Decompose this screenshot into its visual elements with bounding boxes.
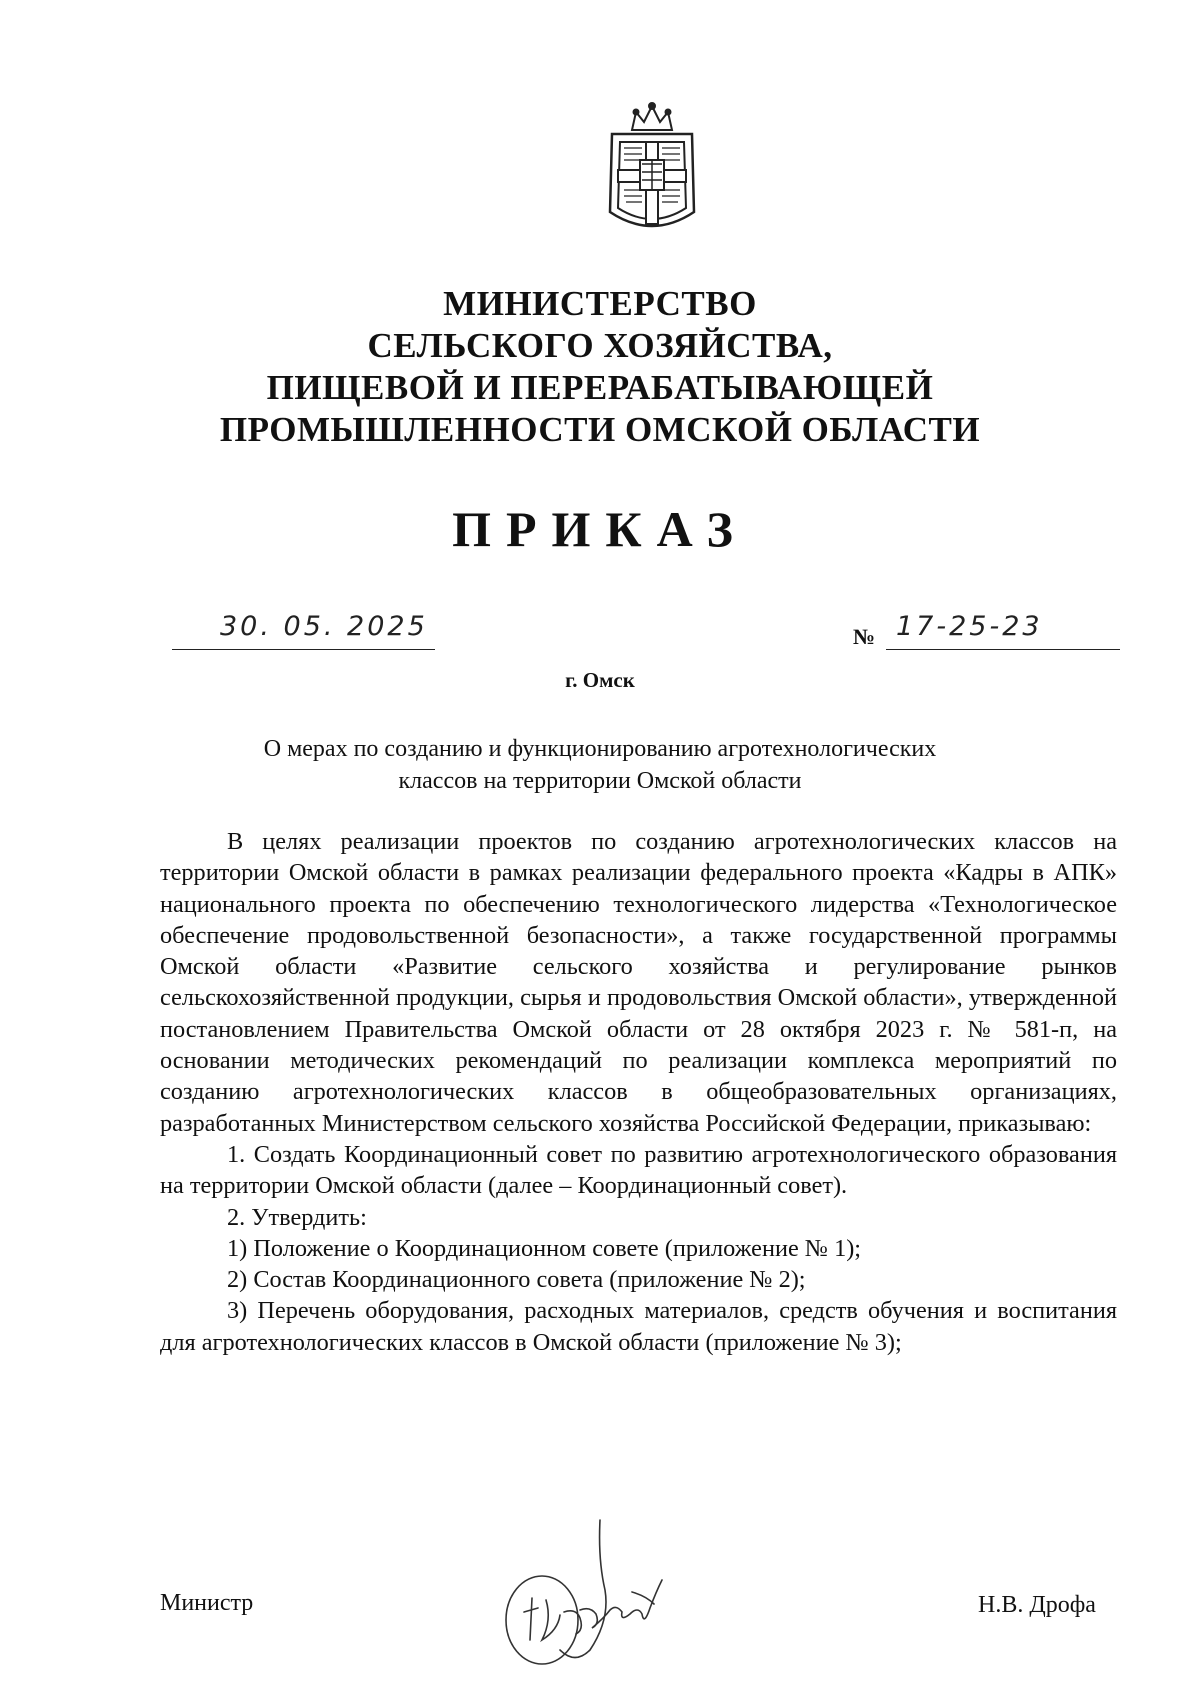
clause-2: 2. Утвердить: — [227, 1203, 367, 1231]
clause-2-sub-2: 2) Состав Координационного совета (приложение № 2); — [227, 1266, 806, 1294]
clause-1: 1. Создать Координационный совет по развитию агротехнологического образования на территории Омской области (далее – Координационный совет). — [160, 1140, 1117, 1200]
clause-2-sub-1: 1) Положение о Координационном совете (приложение № 1); — [227, 1234, 862, 1262]
date-value: 30. 05. 2025 — [220, 611, 428, 642]
date-field — [172, 613, 435, 650]
preamble-paragraph: В целях реализации проектов по созданию агротехнологических классов на территории Омской области в рамках реализации федерального проекта «Кадры в АПК» национального проекта по обеспечению технологического лидерства «Технологическое обеспечение продовольственной безопасности», а также государственной программы Омской области «Развитие сельского хозяйства и регулирование рынков сельскохозяйственной продукции, сырья и продовольствия Омской области», утвержденной постановлением Правительства Омской области от 28 октября 2023 г. № 581-п, на основании методических рекомендаций по реализации комплекса мероприятий по созданию агротехнологических классов в общеобразовательных организациях, разработанных Министерством сельского хозяйства Российской Федерации, приказываю: — [160, 828, 1117, 1137]
document-type-heading: ПРИКАЗ — [452, 501, 748, 557]
handwritten-signature-icon — [480, 1500, 710, 1670]
subject-line-1: О мерах по созданию и функционированию агротехнологических — [263, 736, 937, 762]
order-body — [160, 826, 1117, 1358]
number-value: 17-25-23 — [896, 611, 1043, 642]
signer-name: Н.В. Дрофа — [978, 1592, 1096, 1618]
number-field — [886, 613, 1120, 650]
order-subject — [0, 733, 1200, 797]
ministry-title-line-3: ПИЩЕВОЙ И ПЕРЕРАБАТЫВАЮЩЕЙ — [266, 368, 934, 407]
number-prefix: № — [853, 624, 876, 649]
city-label: г. Омск — [565, 668, 635, 692]
ministry-title-line-1: МИНИСТЕРСТВО — [443, 284, 757, 323]
ministry-title-line-4: ПРОМЫШЛЕННОСТИ ОМСКОЙ ОБЛАСТИ — [219, 410, 981, 449]
ministry-title-line-2: СЕЛЬСКОГО ХОЗЯЙСТВА, — [367, 326, 833, 365]
coat-of-arms-icon — [598, 100, 706, 240]
clause-2-sub-3: 3) Перечень оборудования, расходных материалов, средств обучения и воспитания для агротехнологических классов в Омской области (приложение № 3); — [160, 1297, 1117, 1356]
signer-position: Министр — [160, 1590, 254, 1616]
subject-line-2: классов на территории Омской области — [398, 768, 802, 794]
